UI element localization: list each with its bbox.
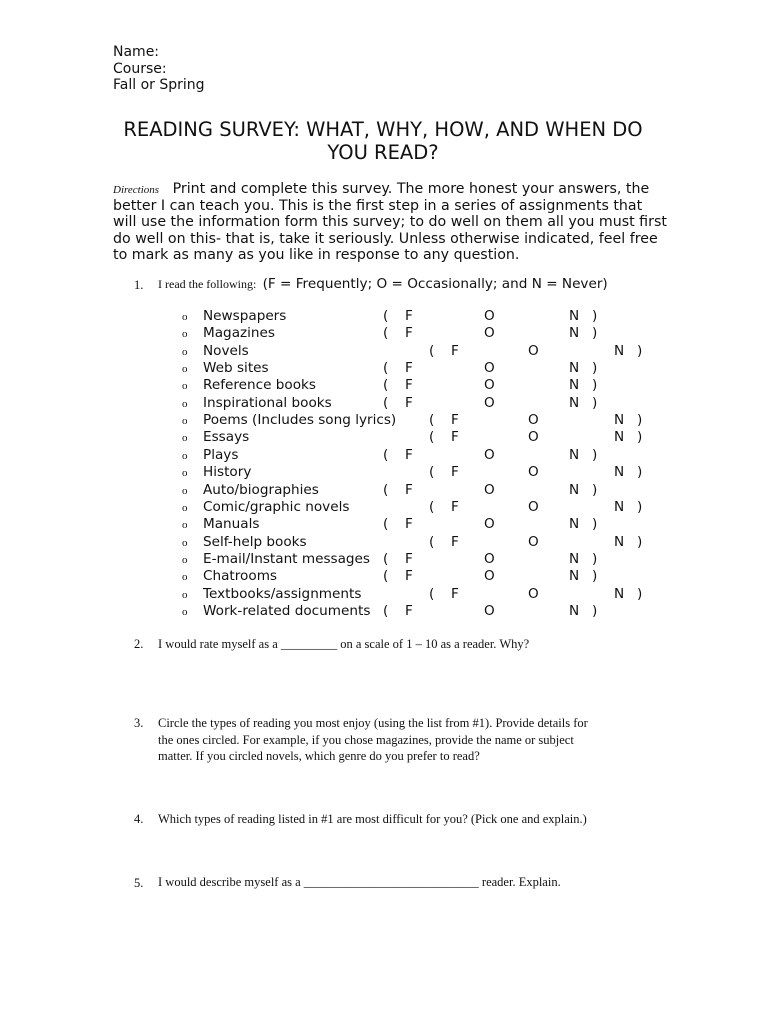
option-never[interactable]: N bbox=[569, 325, 580, 342]
option-occasionally[interactable]: O bbox=[484, 308, 495, 324]
option-never[interactable]: N bbox=[569, 550, 580, 567]
paren-open: ( bbox=[429, 464, 435, 481]
item-label: Novels bbox=[203, 342, 249, 359]
paren-close: ) bbox=[592, 481, 598, 498]
list-item bbox=[0, 586, 768, 603]
option-frequently[interactable]: F bbox=[405, 602, 413, 619]
option-never[interactable]: N bbox=[569, 360, 580, 377]
option-occasionally[interactable]: O bbox=[528, 533, 539, 550]
directions-paragraph bbox=[113, 181, 667, 263]
course-label: Course: bbox=[113, 61, 167, 77]
item-label: Web sites bbox=[203, 360, 269, 377]
option-never[interactable]: N bbox=[614, 533, 625, 550]
list-item bbox=[0, 603, 768, 620]
question-5-number: 5. bbox=[134, 876, 144, 890]
list-item bbox=[0, 516, 768, 533]
question-1-prompt: I read the following: bbox=[158, 277, 257, 291]
bullet-icon: o bbox=[182, 605, 188, 618]
paren-open: ( bbox=[383, 446, 389, 463]
item-label: Chatrooms bbox=[203, 568, 278, 585]
item-label: Textbooks/assignments bbox=[203, 585, 362, 602]
paren-open: ( bbox=[429, 498, 435, 515]
paren-open: ( bbox=[383, 360, 389, 377]
list-item bbox=[0, 429, 768, 446]
option-never[interactable]: N bbox=[569, 446, 580, 463]
item-label: History bbox=[203, 464, 252, 481]
bullet-icon: o bbox=[182, 432, 188, 445]
paren-close: ) bbox=[592, 394, 598, 411]
list-item bbox=[0, 360, 768, 377]
option-never[interactable]: N bbox=[614, 498, 625, 515]
question-4-number: 4. bbox=[134, 812, 144, 826]
option-never[interactable]: N bbox=[569, 568, 580, 585]
item-label: Magazines bbox=[203, 325, 275, 342]
list-item bbox=[0, 551, 768, 568]
paren-open: ( bbox=[383, 568, 389, 585]
paren-close: ) bbox=[592, 516, 598, 533]
option-never[interactable]: N bbox=[569, 602, 580, 619]
item-label: Auto/biographies bbox=[203, 481, 319, 498]
paren-close: ) bbox=[592, 602, 598, 619]
option-frequently[interactable]: F bbox=[451, 498, 459, 515]
option-frequently[interactable]: F bbox=[451, 342, 459, 359]
paren-open: ( bbox=[383, 550, 389, 567]
question-2-number: 2. bbox=[134, 637, 144, 651]
bullet-icon: o bbox=[182, 536, 188, 549]
paren-open: ( bbox=[383, 602, 389, 619]
option-never[interactable]: N bbox=[614, 464, 625, 481]
option-never[interactable]: N bbox=[569, 516, 580, 533]
list-item bbox=[0, 308, 768, 325]
option-never[interactable]: N bbox=[569, 308, 580, 324]
paren-open: ( bbox=[429, 412, 435, 429]
list-item bbox=[0, 325, 768, 342]
item-label: Manuals bbox=[203, 516, 260, 533]
question-5-text: I would describe myself as a ____________________________ reader. Explain. bbox=[158, 875, 561, 889]
option-frequently[interactable]: F bbox=[451, 585, 459, 602]
option-frequently[interactable]: F bbox=[405, 377, 413, 394]
question-3-number: 3. bbox=[134, 716, 144, 730]
list-item bbox=[0, 464, 768, 481]
paren-close: ) bbox=[637, 533, 643, 550]
list-item bbox=[0, 343, 768, 360]
option-never[interactable]: N bbox=[569, 394, 580, 411]
paren-open: ( bbox=[383, 377, 389, 394]
bullet-icon: o bbox=[182, 380, 188, 393]
list-item bbox=[0, 395, 768, 412]
option-occasionally[interactable]: O bbox=[484, 568, 495, 585]
option-occasionally[interactable]: O bbox=[528, 498, 539, 515]
option-occasionally[interactable]: O bbox=[528, 585, 539, 602]
directions-line: to mark as many as you like in response to any question. bbox=[113, 246, 520, 263]
option-occasionally[interactable]: O bbox=[484, 446, 495, 463]
option-frequently[interactable]: F bbox=[405, 550, 413, 567]
directions-line bbox=[113, 181, 658, 198]
bullet-icon: o bbox=[182, 415, 188, 428]
list-item bbox=[0, 412, 768, 429]
item-label: E-mail/Instant messages bbox=[203, 550, 371, 567]
bullet-icon: o bbox=[182, 311, 188, 323]
paren-close: ) bbox=[592, 360, 598, 377]
question-3-text bbox=[158, 715, 588, 765]
option-frequently[interactable]: F bbox=[405, 308, 413, 324]
bullet-icon: o bbox=[182, 571, 188, 584]
item-label: Self-help books bbox=[203, 533, 307, 550]
question-2-text: I would rate myself as a _________ on a scale of 1 – 10 as a reader. Why? bbox=[158, 637, 530, 651]
directions-line: do well on this- that is, take it seriously. Unless otherwise indicated, feel free bbox=[113, 230, 658, 247]
item-label: Newspapers bbox=[203, 308, 287, 324]
option-occasionally[interactable]: O bbox=[484, 325, 495, 342]
paren-open: ( bbox=[383, 325, 389, 342]
term-label: Fall or Spring bbox=[113, 77, 205, 93]
item-label: Comic/graphic novels bbox=[203, 498, 350, 515]
bullet-icon: o bbox=[182, 397, 188, 410]
option-occasionally[interactable]: O bbox=[484, 602, 495, 619]
option-frequently[interactable]: F bbox=[451, 464, 459, 481]
title-line-2: YOU READ? bbox=[327, 141, 439, 164]
directions-line: will use the information form this survey; to do well on them all you must first bbox=[113, 214, 667, 231]
option-occasionally[interactable]: O bbox=[484, 394, 495, 411]
option-never[interactable]: N bbox=[569, 481, 580, 498]
option-frequently[interactable]: F bbox=[405, 446, 413, 463]
list-item bbox=[0, 377, 768, 394]
list-item bbox=[0, 447, 768, 464]
question-1-number: 1. bbox=[134, 278, 144, 292]
paren-close: ) bbox=[637, 429, 643, 446]
paren-open: ( bbox=[429, 429, 435, 446]
option-frequently[interactable]: F bbox=[451, 533, 459, 550]
paren-open: ( bbox=[383, 516, 389, 533]
paren-open: ( bbox=[429, 585, 435, 602]
directions-text: Print and complete this survey. The more honest your answers, the bbox=[172, 181, 650, 197]
item-label: Plays bbox=[203, 446, 239, 463]
bullet-icon: o bbox=[182, 467, 188, 480]
paren-close: ) bbox=[637, 342, 643, 359]
option-never[interactable]: N bbox=[614, 342, 625, 359]
option-occasionally[interactable]: O bbox=[528, 342, 539, 359]
option-never[interactable]: N bbox=[569, 377, 580, 394]
bullet-icon: o bbox=[182, 484, 188, 497]
question-3-line: Circle the types of reading you most enjoy (using the list from #1). Provide details for bbox=[158, 716, 588, 730]
option-occasionally[interactable]: O bbox=[484, 550, 495, 567]
list-item bbox=[0, 568, 768, 585]
list-item bbox=[0, 499, 768, 516]
list-item bbox=[0, 534, 768, 551]
question-1-scale: (F = Frequently; O = Occasionally; and N = Never) bbox=[262, 276, 608, 292]
question-3-line: matter. If you circled novels, which genre do you prefer to read? bbox=[158, 749, 480, 763]
option-frequently[interactable]: F bbox=[451, 429, 459, 446]
option-frequently[interactable]: F bbox=[451, 412, 459, 429]
option-occasionally[interactable]: O bbox=[484, 481, 495, 498]
paren-close: ) bbox=[592, 325, 598, 342]
option-occasionally[interactable]: O bbox=[528, 464, 539, 481]
paren-close: ) bbox=[637, 585, 643, 602]
option-never[interactable]: N bbox=[614, 412, 625, 429]
item-label: Poems (Includes song lyrics) bbox=[203, 412, 397, 429]
paren-open: ( bbox=[383, 308, 389, 324]
option-occasionally[interactable]: O bbox=[484, 377, 495, 394]
item-label: Essays bbox=[203, 429, 250, 446]
option-frequently[interactable]: F bbox=[405, 325, 413, 342]
item-label: Inspirational books bbox=[203, 394, 332, 411]
directions-label: Directions bbox=[113, 184, 160, 196]
bullet-icon: o bbox=[182, 588, 188, 601]
paren-open: ( bbox=[383, 394, 389, 411]
option-occasionally[interactable]: O bbox=[484, 516, 495, 533]
option-frequently[interactable]: F bbox=[405, 481, 413, 498]
paren-open: ( bbox=[429, 533, 435, 550]
bullet-icon: o bbox=[182, 363, 188, 376]
paren-close: ) bbox=[592, 308, 598, 324]
page-title bbox=[110, 118, 656, 164]
paren-close: ) bbox=[637, 498, 643, 515]
option-frequently[interactable]: F bbox=[405, 568, 413, 585]
option-never[interactable]: N bbox=[614, 585, 625, 602]
paren-close: ) bbox=[592, 377, 598, 394]
bullet-icon: o bbox=[182, 553, 188, 566]
bullet-icon: o bbox=[182, 519, 188, 532]
bullet-icon: o bbox=[182, 328, 188, 341]
bullet-icon: o bbox=[182, 501, 188, 514]
option-occasionally[interactable]: O bbox=[528, 412, 539, 429]
question-4-text: Which types of reading listed in #1 are most difficult for you? (Pick one and explain.) bbox=[158, 812, 587, 826]
question-3-line: the ones circled. For example, if you chose magazines, provide the name or subject bbox=[158, 732, 574, 747]
question-1-text bbox=[158, 276, 608, 293]
paren-close: ) bbox=[592, 446, 598, 463]
list-item bbox=[0, 482, 768, 499]
name-label: Name: bbox=[113, 44, 160, 60]
paren-close: ) bbox=[592, 568, 598, 585]
paren-close: ) bbox=[637, 464, 643, 481]
paren-close: ) bbox=[592, 550, 598, 567]
paren-close: ) bbox=[637, 412, 643, 429]
bullet-icon: o bbox=[182, 345, 188, 358]
paren-open: ( bbox=[383, 481, 389, 498]
item-label: Reference books bbox=[203, 377, 316, 394]
option-frequently[interactable]: F bbox=[405, 394, 413, 411]
option-frequently[interactable]: F bbox=[405, 516, 413, 533]
item-label: Work-related documents bbox=[203, 602, 371, 619]
directions-line: better I can teach you. This is the first step in a series of assignments that bbox=[113, 198, 643, 215]
paren-open: ( bbox=[429, 342, 435, 359]
title-line-1: READING SURVEY: WHAT, WHY, HOW, AND WHEN DO bbox=[123, 118, 643, 141]
option-occasionally[interactable]: O bbox=[484, 360, 495, 377]
option-never[interactable]: N bbox=[614, 429, 625, 446]
bullet-icon: o bbox=[182, 449, 188, 462]
option-frequently[interactable]: F bbox=[405, 360, 413, 377]
option-occasionally[interactable]: O bbox=[528, 429, 539, 446]
